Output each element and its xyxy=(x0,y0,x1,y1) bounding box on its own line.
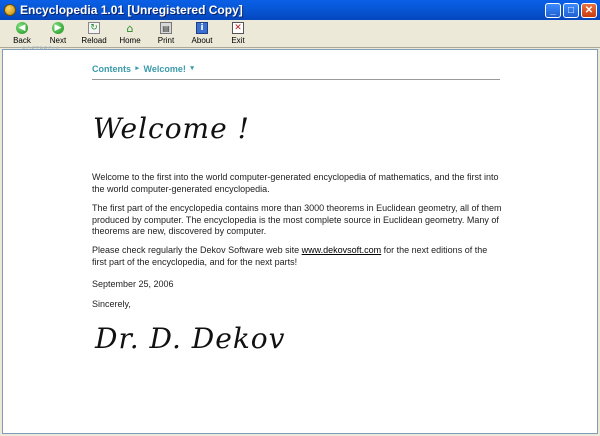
title-bar[interactable] xyxy=(0,0,600,20)
intro-paragraph: Welcome to the first into the world computer-generated encyclopedia of mathematics, and the first into the world computer-generated encyclopedia. xyxy=(92,172,499,194)
next-button[interactable] xyxy=(40,20,76,48)
exit-icon: ✕ xyxy=(232,22,244,34)
back-label: Back xyxy=(13,36,31,45)
breadcrumb-current: Welcome! xyxy=(143,64,186,74)
toolbar xyxy=(0,20,600,48)
closing-text: Sincerely, xyxy=(92,299,131,309)
print-label: Print xyxy=(157,36,175,45)
reload-icon: ↻ xyxy=(88,22,100,34)
close-button[interactable]: ✕ xyxy=(581,3,597,18)
website-text-after: for the next editions of the first part of the encyclopedia, and for the next parts! xyxy=(92,245,488,267)
back-button[interactable] xyxy=(4,20,40,48)
home-label: Home xyxy=(119,36,141,45)
about-label: About xyxy=(191,36,213,45)
breadcrumb-separator: ▸ xyxy=(135,65,140,72)
home-icon: ⌂ xyxy=(126,21,134,35)
reload-label: Reload xyxy=(81,36,107,45)
info-icon: i xyxy=(196,22,208,34)
content-paragraph: The first part of the encyclopedia contains more than 3000 theorems in Euclidean geometry, all of them produced by computer. The encyclopedia is the most complete source in Euclidean geometry. Many of theorems are new, discovered by computer. xyxy=(92,203,502,236)
printer-icon: ▤ xyxy=(160,22,172,34)
minimize-button[interactable]: _ xyxy=(545,3,561,18)
print-button[interactable] xyxy=(148,20,184,48)
content-area[interactable] xyxy=(2,49,598,434)
page-heading: Welcome ! xyxy=(93,112,250,145)
window-title: Encyclopedia 1.01 [Unregistered Copy] xyxy=(20,3,243,17)
breadcrumb-dropdown-icon[interactable]: ▾ xyxy=(190,65,194,72)
about-button[interactable] xyxy=(184,20,220,48)
maximize-button[interactable]: □ xyxy=(563,3,579,18)
date-text: September 25, 2006 xyxy=(92,279,174,289)
website-link[interactable]: www.dekovsoft.com xyxy=(301,245,382,255)
back-arrow-icon: ◀ xyxy=(16,22,28,34)
next-arrow-icon: ▶ xyxy=(52,22,64,34)
breadcrumb xyxy=(92,64,500,80)
reload-button[interactable] xyxy=(76,20,112,48)
exit-label: Exit xyxy=(231,36,245,45)
app-icon xyxy=(4,4,16,16)
next-label: Next xyxy=(49,36,67,45)
breadcrumb-contents-link[interactable]: Contents xyxy=(92,64,131,74)
website-text-before: Please check regularly the Dekov Software web site xyxy=(92,245,302,255)
home-button[interactable] xyxy=(112,20,148,48)
website-paragraph xyxy=(92,245,504,268)
exit-button[interactable] xyxy=(220,20,256,48)
signature: Dr. D. Dekov xyxy=(95,322,286,355)
